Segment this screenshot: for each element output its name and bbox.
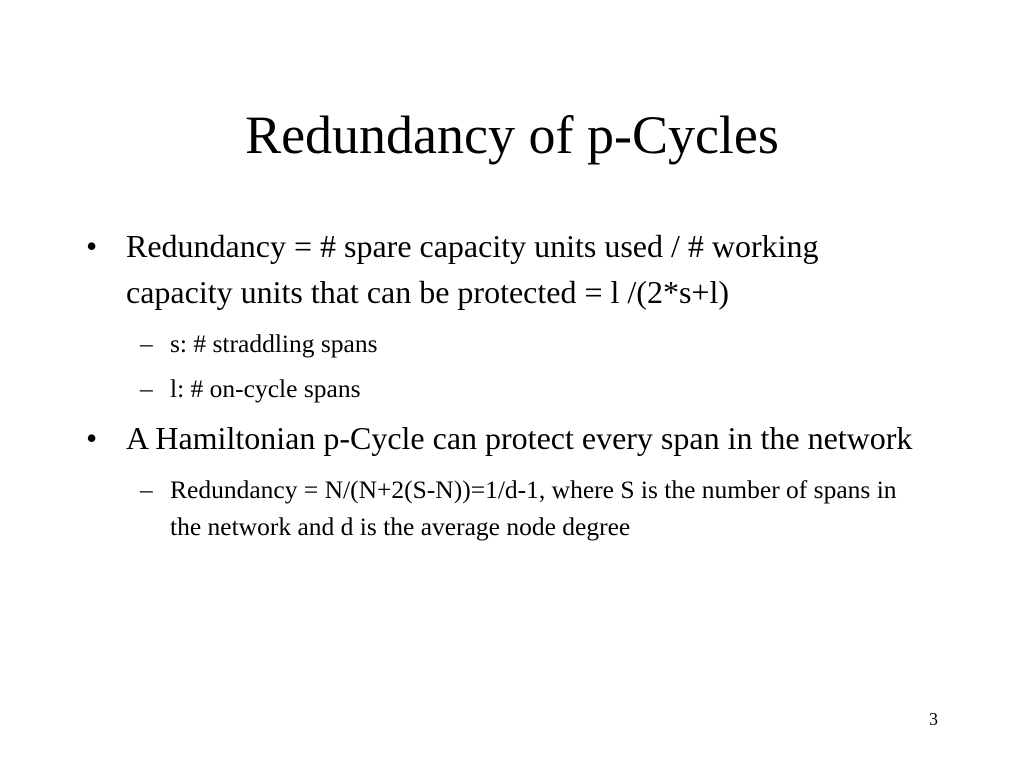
sub-bullet-item bbox=[82, 370, 932, 407]
sub-bullet-item bbox=[82, 325, 932, 362]
bullet-marker: • bbox=[86, 228, 98, 264]
sub-bullet-text: s: # straddling spans bbox=[170, 329, 378, 358]
sub-bullet-text: Redundancy = N/(N+2(S-N))=1/d-1, where S is the number of spans in the network and d is the average node degree bbox=[170, 475, 897, 541]
slide-body bbox=[82, 223, 932, 553]
bullet-marker: • bbox=[86, 420, 98, 456]
sub-bullet-text: l: # on-cycle spans bbox=[170, 374, 361, 403]
slide-title: Redundancy of p-Cycles bbox=[245, 105, 779, 165]
bullet-text: Redundancy = # spare capacity units used / # working capacity units that can be protected = l /(2*s+l) bbox=[126, 228, 819, 310]
bullet-text: A Hamiltonian p-Cycle can protect every span in the network bbox=[126, 420, 913, 456]
page-number: 3 bbox=[929, 709, 938, 729]
sub-bullet-marker: – bbox=[140, 475, 153, 504]
bullet-item bbox=[82, 223, 932, 315]
sub-bullet-marker: – bbox=[140, 329, 153, 358]
sub-bullet-item bbox=[82, 471, 932, 545]
sub-bullet-marker: – bbox=[140, 374, 153, 403]
bullet-item bbox=[82, 415, 932, 461]
